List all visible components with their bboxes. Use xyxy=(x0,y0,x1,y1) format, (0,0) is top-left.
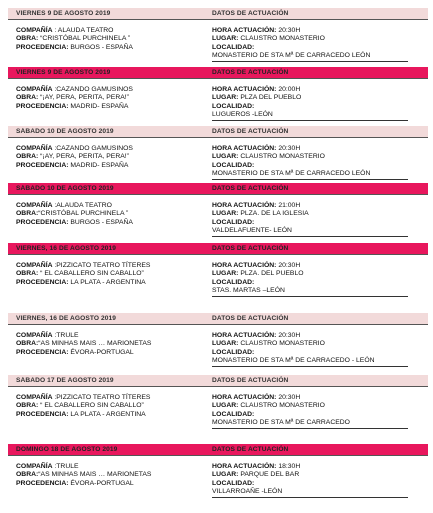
procedencia-label: PROCEDENCIA: xyxy=(16,218,69,226)
lugar-value: CLAUSTRO MONASTERIO xyxy=(238,402,325,410)
lugar-label: LUGAR: xyxy=(212,153,239,161)
event-company-col xyxy=(8,145,212,180)
datos-heading: DATOS DE ACTUACIÓN xyxy=(212,446,289,453)
obra-label: OBRA: xyxy=(16,471,39,479)
event-company-col xyxy=(8,202,212,237)
lugar-value: PLZA DEL PUEBLO xyxy=(238,94,302,102)
event-header xyxy=(8,126,428,138)
compania-value: :ALAUDA TEATRO xyxy=(52,202,112,209)
localidad-value: MONASTERIO DE STA Mª DE CARRACEDO LEÓN xyxy=(212,52,408,61)
datos-heading: DATOS DE ACTUACIÓN xyxy=(212,128,289,135)
event-details-col xyxy=(212,262,428,297)
event-header xyxy=(8,375,428,387)
event-company-col xyxy=(8,463,212,498)
hora-value: 20:30H xyxy=(276,262,301,269)
hora-value: 21:00H xyxy=(276,202,301,209)
obra-value: “¡AY, PERA, PERITA, PERA!” xyxy=(38,94,129,102)
hora-label: HORA ACTUACIÓN: xyxy=(212,262,277,269)
event-block xyxy=(8,444,428,504)
hora-label: HORA ACTUACIÓN: xyxy=(212,332,277,339)
event-company-col xyxy=(8,27,212,62)
procedencia-label: PROCEDENCIA: xyxy=(16,102,69,110)
compania-label: COMPAÑÍA xyxy=(16,394,53,401)
event-details-col xyxy=(212,202,428,237)
datos-heading: DATOS DE ACTUACIÓN xyxy=(212,377,289,384)
hora-value: 20:30H xyxy=(276,27,301,34)
event-date: SÁBADO 17 DE AGOSTO 2019 xyxy=(16,377,114,384)
event-date: VIERNES 9 DE AGOSTO 2019 xyxy=(16,10,111,17)
lugar-label: LUGAR: xyxy=(212,402,239,410)
procedencia-label: PROCEDENCIA: xyxy=(16,479,69,487)
localidad-label: LOCALIDAD: xyxy=(212,278,255,286)
procedencia-value: BURGOS - ESPAÑA xyxy=(68,218,133,226)
event-body xyxy=(8,138,428,180)
datos-heading: DATOS DE ACTUACIÓN xyxy=(212,69,289,76)
obra-label: OBRA: xyxy=(16,402,39,410)
event-company-col xyxy=(8,394,212,429)
localidad-value: LUGUEROS -LEÓN xyxy=(212,111,408,120)
hora-label: HORA ACTUACIÓN: xyxy=(212,394,277,401)
event-header xyxy=(8,444,428,456)
event-header xyxy=(8,313,428,325)
procedencia-value: LA PLATA - ARGENTINA xyxy=(68,410,146,418)
event-block xyxy=(8,375,428,444)
event-date: DOMINGO 18 DE AGOSTO 2019 xyxy=(16,446,118,453)
obra-label: OBRA: xyxy=(16,35,39,43)
localidad-value: MONASTERIO DE STA Mª DE CARRACEDO - LEÓN xyxy=(212,357,408,366)
obra-label: OBRA: xyxy=(16,153,39,161)
localidad-label: LOCALIDAD: xyxy=(212,410,255,418)
event-block xyxy=(8,8,428,67)
event-company-col xyxy=(8,86,212,121)
event-header xyxy=(8,67,428,79)
obra-value: “ EL CABALLERO SIN CABALLO” xyxy=(38,270,144,278)
hora-value: 20:30H xyxy=(276,394,301,401)
lugar-value: PARQUE DEL BAR xyxy=(238,471,300,479)
event-details-col xyxy=(212,332,428,367)
hora-label: HORA ACTUACIÓN: xyxy=(212,86,277,93)
procedencia-label: PROCEDENCIA: xyxy=(16,410,69,418)
localidad-label: LOCALIDAD: xyxy=(212,218,255,226)
lugar-value: PLZA. DE LA IGLESIA xyxy=(238,210,309,218)
compania-value: :CAZANDO GAMUSINOS xyxy=(52,86,133,93)
hora-label: HORA ACTUACIÓN: xyxy=(212,27,277,34)
lugar-value: CLAUSTRO MONASTERIO xyxy=(238,35,325,43)
localidad-value: MONASTERIO DE STA Mª DE CARRACEDO LEÓN xyxy=(212,170,408,179)
lugar-label: LUGAR: xyxy=(212,270,239,278)
event-body xyxy=(8,255,428,297)
localidad-label: LOCALIDAD: xyxy=(212,102,255,110)
event-date: SÁBADO 10 DE AGOSTO 2019 xyxy=(16,128,114,135)
compania-label: COMPAÑÍA xyxy=(16,202,53,209)
lugar-label: LUGAR: xyxy=(212,340,239,348)
event-company-col xyxy=(8,332,212,367)
obra-label: OBRA: xyxy=(16,270,39,278)
obra-value: “AS MINHAS MAIS … MARIONETAS xyxy=(38,471,152,479)
lugar-label: LUGAR: xyxy=(212,471,239,479)
event-date: VIERNES, 16 DE AGOSTO 2019 xyxy=(16,315,117,322)
event-body xyxy=(8,387,428,429)
compania-value: : ALAUDA TEATRO xyxy=(52,27,114,34)
datos-heading: DATOS DE ACTUACIÓN xyxy=(212,245,289,252)
event-details-col xyxy=(212,463,428,498)
hora-label: HORA ACTUACIÓN: xyxy=(212,463,277,470)
procedencia-value: MADRID- ESPAÑA xyxy=(68,161,129,169)
hora-value: 20:00H xyxy=(276,86,301,93)
procedencia-label: PROCEDENCIA: xyxy=(16,278,69,286)
event-details-col xyxy=(212,394,428,429)
event-block xyxy=(8,126,428,183)
lugar-value: CLAUSTRO MONASTERIO xyxy=(238,340,325,348)
localidad-label: LOCALIDAD: xyxy=(212,348,255,356)
procedencia-value: ÉVORA-PORTUGAL xyxy=(68,348,134,356)
lugar-value: PLZA. DEL PUEBLO xyxy=(238,270,304,278)
event-body xyxy=(8,79,428,121)
lugar-label: LUGAR: xyxy=(212,94,239,102)
compania-label: COMPAÑÍA xyxy=(16,463,53,470)
event-body xyxy=(8,20,428,62)
obra-label: OBRA: xyxy=(16,210,39,218)
procedencia-value: ÉVORA-PORTUGAL xyxy=(68,479,134,487)
localidad-value: MONASTERIO DE STA Mª DE CARRACEDO xyxy=(212,419,408,428)
schedule-sheet xyxy=(8,8,428,504)
localidad-value: STAS. MARTAS –LEÓN xyxy=(212,287,408,296)
event-header xyxy=(8,243,428,255)
event-details-col xyxy=(212,145,428,180)
procedencia-label: PROCEDENCIA: xyxy=(16,161,69,169)
event-details-col xyxy=(212,86,428,121)
event-block xyxy=(8,183,428,243)
compania-label: COMPAÑÍA xyxy=(16,145,53,152)
compania-value: :PIZZICATO TEATRO TÍTERES xyxy=(52,394,151,401)
compania-label: COMPAÑÍA xyxy=(16,262,53,269)
obra-value: “¡AY, PERA, PERITA, PERA!” xyxy=(38,153,129,161)
obra-value: “CRISTÓBAL PURCHINELA ” xyxy=(38,35,131,43)
event-details-col xyxy=(212,27,428,62)
event-date: SÁBADO 10 DE AGOSTO 2019 xyxy=(16,185,114,192)
event-block xyxy=(8,313,428,375)
hora-value: 20:30H xyxy=(276,145,301,152)
event-header xyxy=(8,183,428,195)
hora-value: 18:30H xyxy=(276,463,301,470)
compania-label: COMPAÑÍA xyxy=(16,332,53,339)
procedencia-value: MADRID- ESPAÑA xyxy=(68,102,129,110)
compania-label: COMPAÑÍA xyxy=(16,86,53,93)
compania-value: :CAZANDO GAMUSINOS xyxy=(52,145,133,152)
compania-value: :PIZZICATO TEATRO TÍTERES xyxy=(52,262,151,269)
event-body xyxy=(8,195,428,237)
procedencia-value: LA PLATA - ARGENTINA xyxy=(68,278,146,286)
localidad-label: LOCALIDAD: xyxy=(212,161,255,169)
compania-label: COMPAÑÍA xyxy=(16,27,53,34)
obra-label: OBRA: xyxy=(16,340,39,348)
obra-value: “AS MINHAS MAIS … MARIONETAS xyxy=(38,340,152,348)
obra-value: “ EL CABALLERO SIN CABALLO” xyxy=(38,402,144,410)
event-block xyxy=(8,243,428,313)
lugar-label: LUGAR: xyxy=(212,35,239,43)
event-block xyxy=(8,67,428,126)
procedencia-value: BURGOS - ESPAÑA xyxy=(68,43,133,51)
hora-label: HORA ACTUACIÓN: xyxy=(212,145,277,152)
hora-label: HORA ACTUACIÓN: xyxy=(212,202,277,209)
obra-label: OBRA: xyxy=(16,94,39,102)
obra-value: “CRISTÓBAL PURCHINELA ” xyxy=(38,210,129,218)
datos-heading: DATOS DE ACTUACIÓN xyxy=(212,185,289,192)
datos-heading: DATOS DE ACTUACIÓN xyxy=(212,10,289,17)
hora-value: 20:30H xyxy=(276,332,301,339)
procedencia-label: PROCEDENCIA: xyxy=(16,348,69,356)
compania-value: :TRULE xyxy=(52,332,79,339)
event-date: VIERNES 9 DE AGOSTO 2019 xyxy=(16,69,111,76)
localidad-value: VALDELAFUENTE- LEÓN xyxy=(212,227,408,236)
localidad-label: LOCALIDAD: xyxy=(212,479,255,487)
event-body xyxy=(8,325,428,367)
lugar-value: CLAUSTRO MONASTERIO xyxy=(238,153,325,161)
compania-value: :TRULE xyxy=(52,463,79,470)
localidad-value: VILLARROAÑE -LEÓN xyxy=(212,488,408,497)
event-company-col xyxy=(8,262,212,297)
lugar-label: LUGAR: xyxy=(212,210,239,218)
event-body xyxy=(8,456,428,498)
event-header xyxy=(8,8,428,20)
datos-heading: DATOS DE ACTUACIÓN xyxy=(212,315,289,322)
localidad-label: LOCALIDAD: xyxy=(212,43,255,51)
procedencia-label: PROCEDENCIA: xyxy=(16,43,69,51)
event-date: VIERNES, 16 DE AGOSTO 2019 xyxy=(16,245,117,252)
